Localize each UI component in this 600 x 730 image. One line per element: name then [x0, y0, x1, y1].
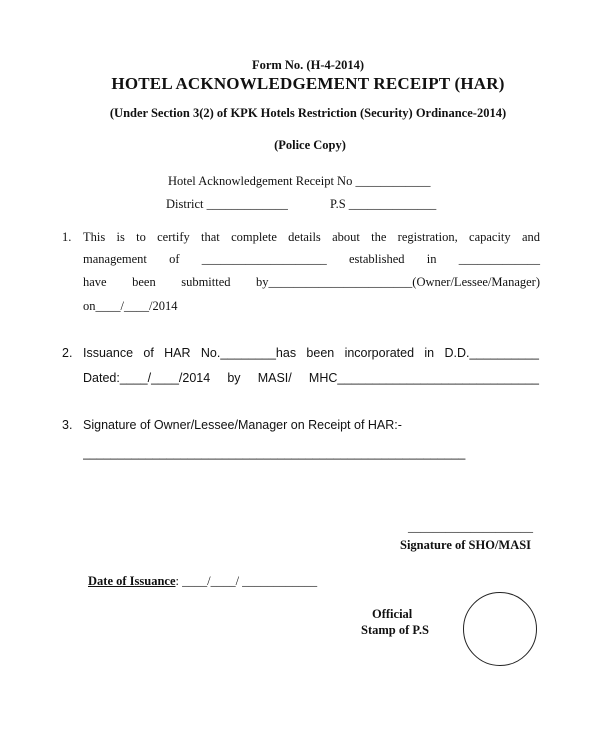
date-of-issuance-field [88, 574, 317, 589]
receipt-number-field: Hotel Acknowledgement Receipt No ____________ [168, 174, 431, 188]
official-stamp-circle [463, 592, 537, 666]
item-3-line-1: Signature of Owner/Lessee/Manager on Receipt of HAR:- [83, 418, 402, 432]
page-title: HOTEL ACKNOWLEDGEMENT RECEIPT (HAR) [111, 74, 505, 93]
item-1-line-3: have been submitted by_______________________(Owner/Lessee/Manager) [83, 275, 540, 289]
sho-signature-line: ____________________ [408, 520, 533, 534]
police-station-field: P.S ______________ [330, 197, 437, 211]
item-2-line-1: Issuance of HAR No.________has been incorporated in D.D.__________ [83, 346, 539, 360]
item-1-number: 1. [62, 230, 72, 244]
item-3-number: 3. [62, 418, 73, 432]
item-2-line-2: Dated:____/____/2014 by MASI/ MHC_____________________________ [83, 371, 539, 385]
ordinance-subtitle: (Under Section 3(2) of KPK Hotels Restriction (Security) Ordinance-2014) [109, 106, 507, 120]
date-of-issuance-value: ____/____/ ____________ [182, 574, 318, 588]
item-2-number: 2. [62, 346, 73, 360]
item-1-line-1: This is to certify that complete details about the registration, capacity and [83, 230, 540, 244]
district-field: District _____________ [166, 197, 288, 211]
sho-signature-label: Signature of SHO/MASI [400, 538, 532, 552]
item-1-line-2: management of ____________________ established in _____________ [83, 252, 540, 266]
copy-label: (Police Copy) [274, 138, 346, 152]
date-of-issuance-label: Date of Issuance [88, 574, 176, 588]
item-3-signature-line: _______________________________________________________ [83, 446, 466, 460]
date-of-issuance-colon: : [175, 574, 179, 588]
item-1-line-4: on____/____/2014 [83, 299, 178, 313]
form-number: Form No. (H-4-2014) [251, 58, 365, 72]
stamp-label-line-2: Stamp of P.S [361, 623, 429, 637]
stamp-label-line-1: Official [372, 607, 413, 621]
